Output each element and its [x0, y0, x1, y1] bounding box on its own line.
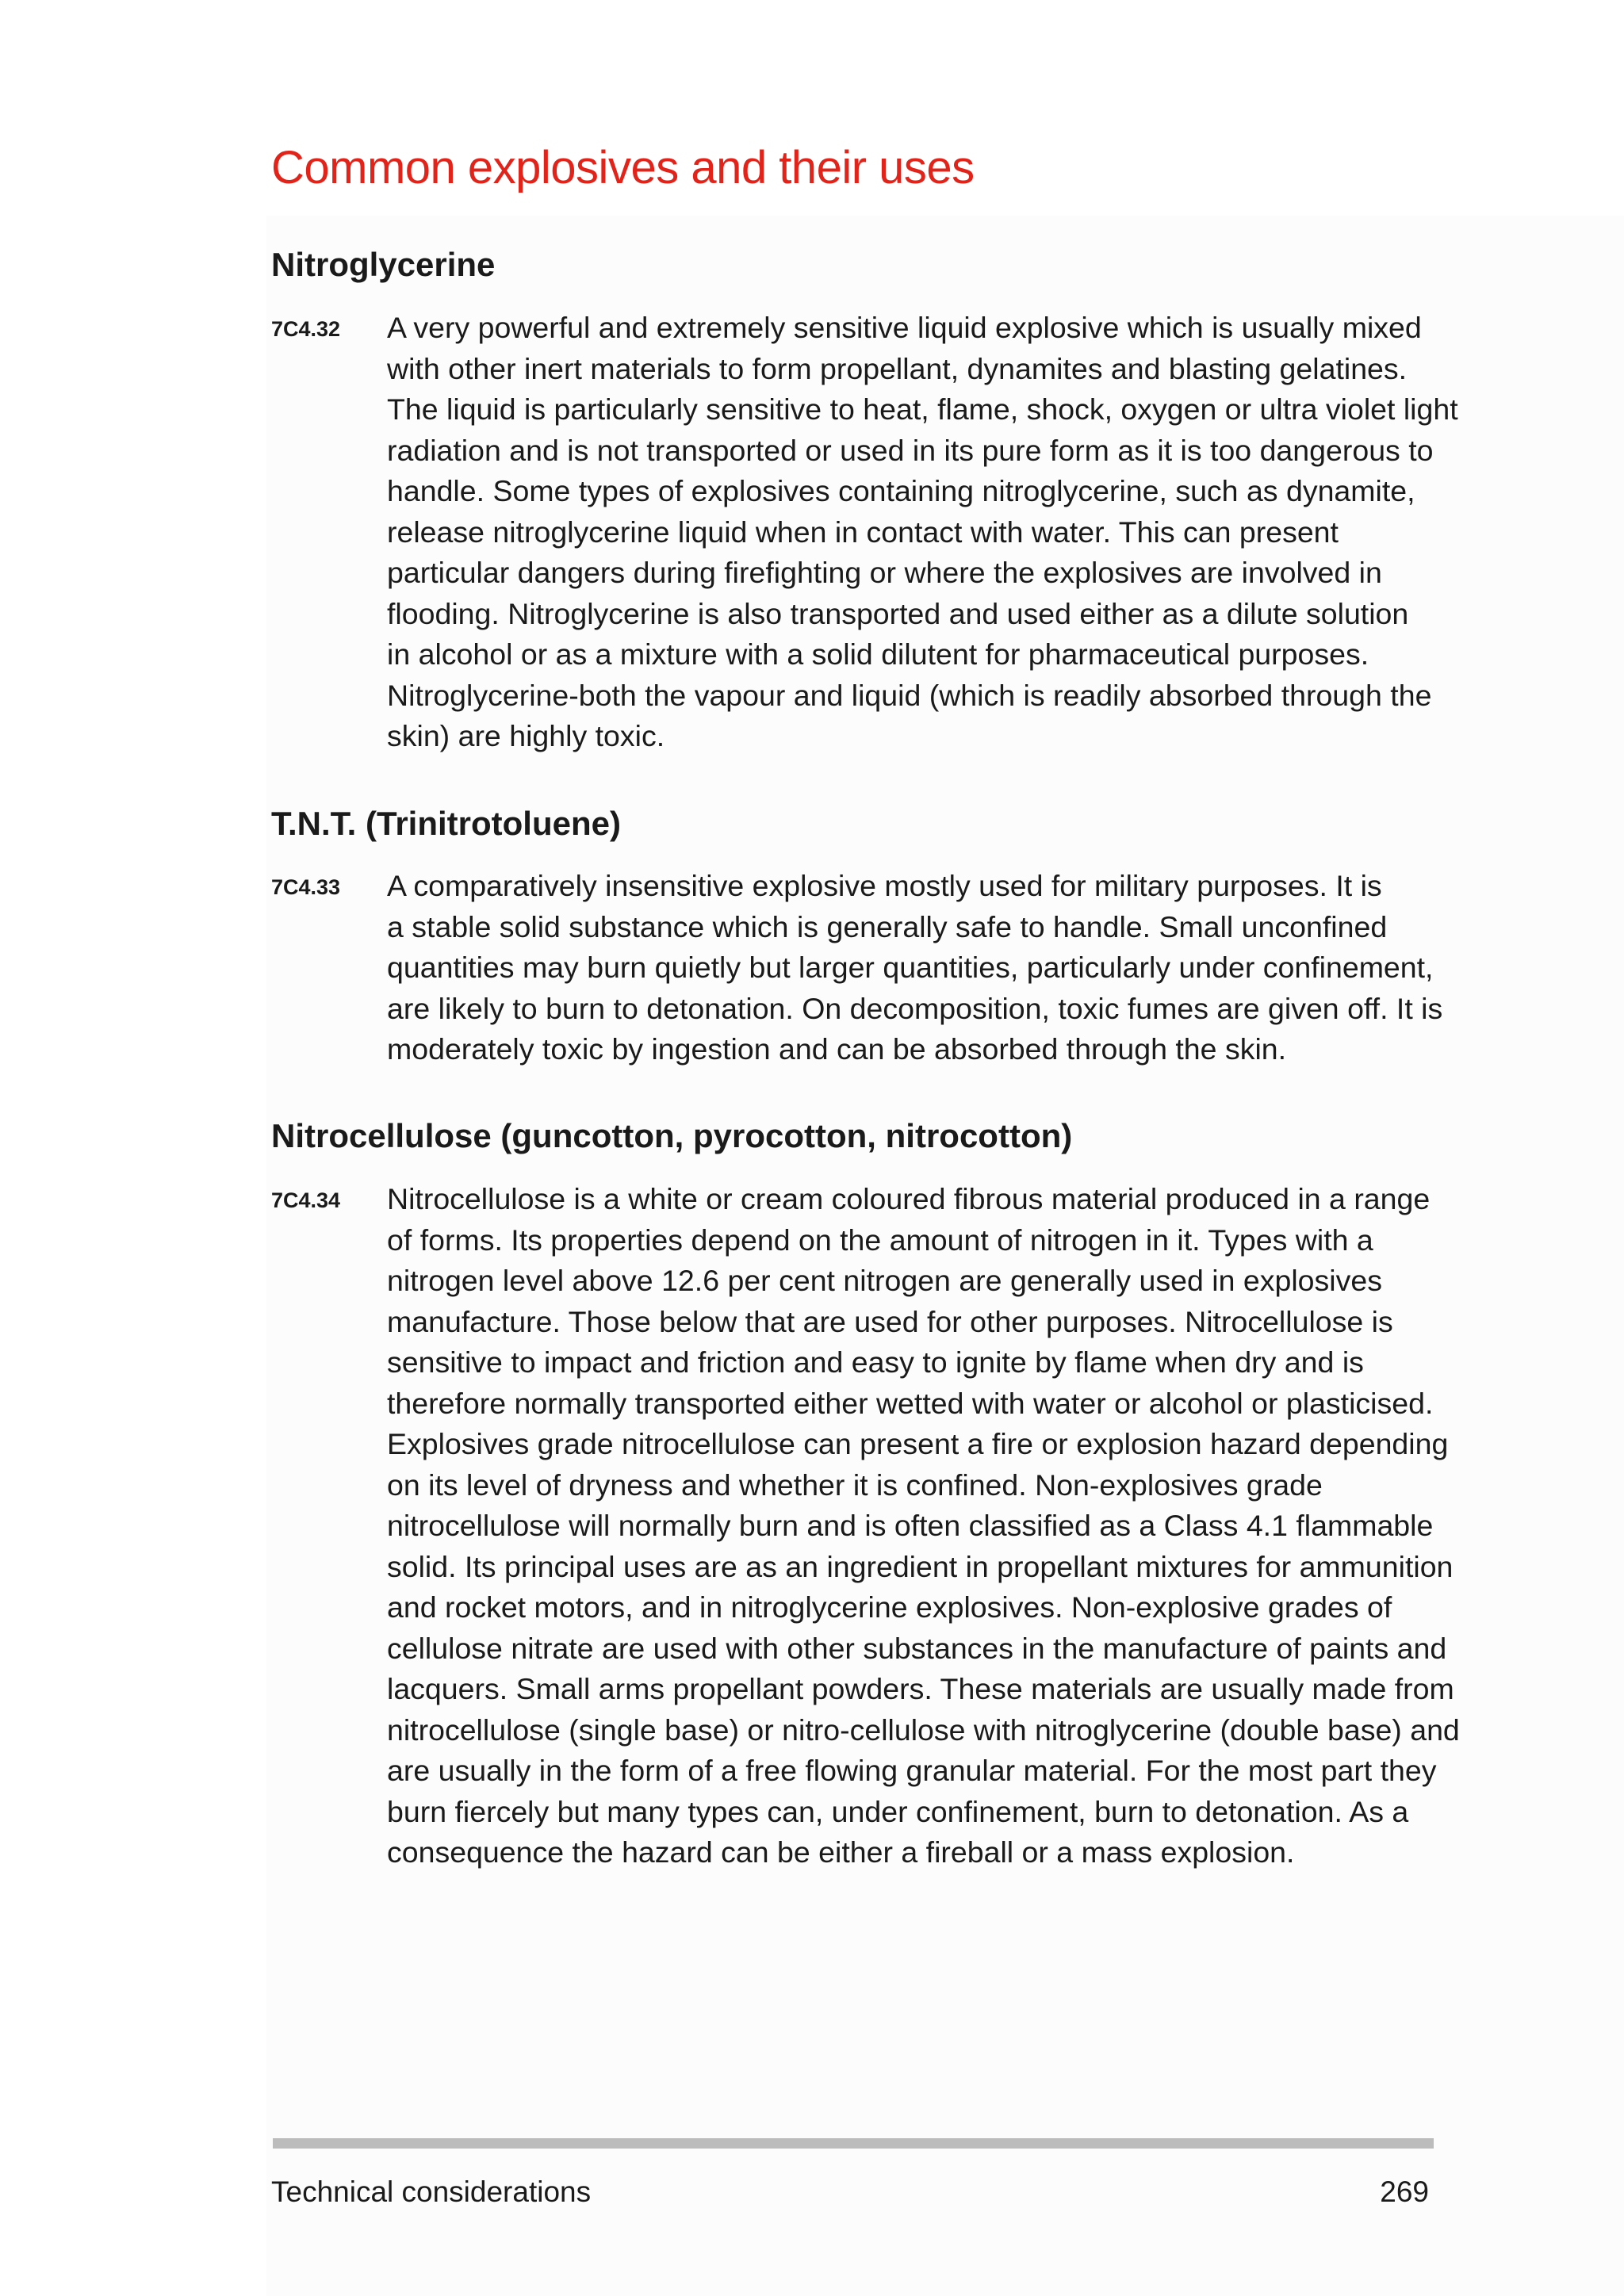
- text-line: skin) are highly toxic.: [387, 719, 665, 752]
- paragraph-number: 7C4.32: [271, 317, 341, 341]
- section-heading-nitrocellulose: Nitrocellulose (guncotton, pyrocotton, nitrocotton): [271, 1117, 1073, 1154]
- text-line: nitrocellulose will normally burn and is often classified as a Class 4.1 flammable: [387, 1509, 1434, 1542]
- text-line: nitrocellulose (single base) or nitro-cellulose with nitroglycerine (double base) and: [387, 1712, 1460, 1747]
- paragraph-body-tnt: [387, 866, 1442, 1070]
- paragraph-number: 7C4.33: [271, 875, 341, 899]
- text-line: sensitive to impact and friction and easy to ignite by flame when dry and is: [387, 1345, 1364, 1379]
- text-line: release nitroglycerine liquid when in contact with water. This can present: [387, 515, 1339, 549]
- text-line: Nitrocellulose is a white or cream coloured fibrous material produced in a range: [387, 1182, 1431, 1215]
- text-line: therefore normally transported either wetted with water or alcohol or plasticised.: [387, 1386, 1434, 1420]
- text-line: in alcohol or as a mixture with a solid dilutent for pharmaceutical purposes.: [387, 637, 1369, 671]
- text-line: are likely to burn to detonation. On decomposition, toxic fumes are given off. It is: [387, 991, 1443, 1025]
- paragraph-number: 7C4.34: [271, 1188, 341, 1212]
- text-line: of forms. Its properties depend on the amount of nitrogen in it. Types with a: [387, 1223, 1373, 1257]
- text-line: on its level of dryness and whether it is confined. Non-explosives grade: [387, 1468, 1323, 1502]
- section-heading-nitroglycerine: Nitroglycerine: [271, 246, 496, 283]
- text-line: lacquers. Small arms propellant powders. These materials are usually made from: [387, 1672, 1454, 1705]
- text-line: with other inert materials to form propellant, dynamites and blasting gelatines.: [387, 351, 1408, 385]
- footer-divider: [273, 2138, 1434, 2149]
- text-line: radiation and is not transported or used in its pure form as it is too dangerous to: [387, 433, 1434, 467]
- text-line: A very powerful and extremely sensitive liquid explosive which is usually mixed: [387, 311, 1422, 344]
- text-line: are usually in the form of a free flowing granular material. For the most part they: [387, 1754, 1437, 1787]
- text-line: a stable solid substance which is generally safe to handle. Small unconfined: [387, 909, 1388, 943]
- text-line: nitrogen level above 12.6 per cent nitrogen are generally used in explosives: [387, 1264, 1382, 1297]
- text-line: particular dangers during firefighting or where the explosives are involved in: [387, 556, 1382, 589]
- text-line: A comparatively insensitive explosive mostly used for military purposes. It is: [387, 869, 1382, 902]
- text-line: handle. Some types of explosives containing nitroglycerine, such as dynamite,: [387, 474, 1415, 507]
- footer-label: Technical considerations: [271, 2175, 592, 2208]
- section-heading-tnt: T.N.T. (Trinitrotoluene): [271, 805, 621, 842]
- text-line: flooding. Nitroglycerine is also transported and used either as a dilute solution: [387, 596, 1409, 630]
- text-line: consequence the hazard can be either a fireball or a mass explosion.: [387, 1835, 1295, 1869]
- text-line: burn fiercely but many types can, under confinement, burn to detonation. As a: [387, 1794, 1409, 1828]
- text-line: cellulose nitrate are used with other substances in the manufacture of paints and: [387, 1631, 1447, 1665]
- text-line: solid. Its principal uses are as an ingredient in propellant mixtures for ammunition: [387, 1549, 1454, 1583]
- paragraph-body-nitroglycerine: [387, 308, 1458, 757]
- text-line: moderately toxic by ingestion and can be absorbed through the skin.: [387, 1032, 1287, 1066]
- text-line: Explosives grade nitrocellulose can present a fire or explosion hazard depending: [387, 1427, 1449, 1460]
- page-title: Common explosives and their uses: [271, 142, 975, 193]
- page-number: 269: [1380, 2175, 1429, 2208]
- paragraph-body-nitrocellulose: [387, 1179, 1460, 1873]
- text-line: and rocket motors, and in nitroglycerine explosives. Non-explosive grades of: [387, 1590, 1392, 1624]
- text-line: quantities may burn quietly but larger quantities, particularly under confinement,: [387, 951, 1434, 984]
- text-line: Nitroglycerine-both the vapour and liquid (which is readily absorbed through the: [387, 678, 1432, 712]
- text-line: manufacture. Those below that are used for other purposes. Nitrocellulose is: [387, 1304, 1393, 1338]
- text-line: The liquid is particularly sensitive to heat, flame, shock, oxygen or ultra violet light: [387, 392, 1458, 426]
